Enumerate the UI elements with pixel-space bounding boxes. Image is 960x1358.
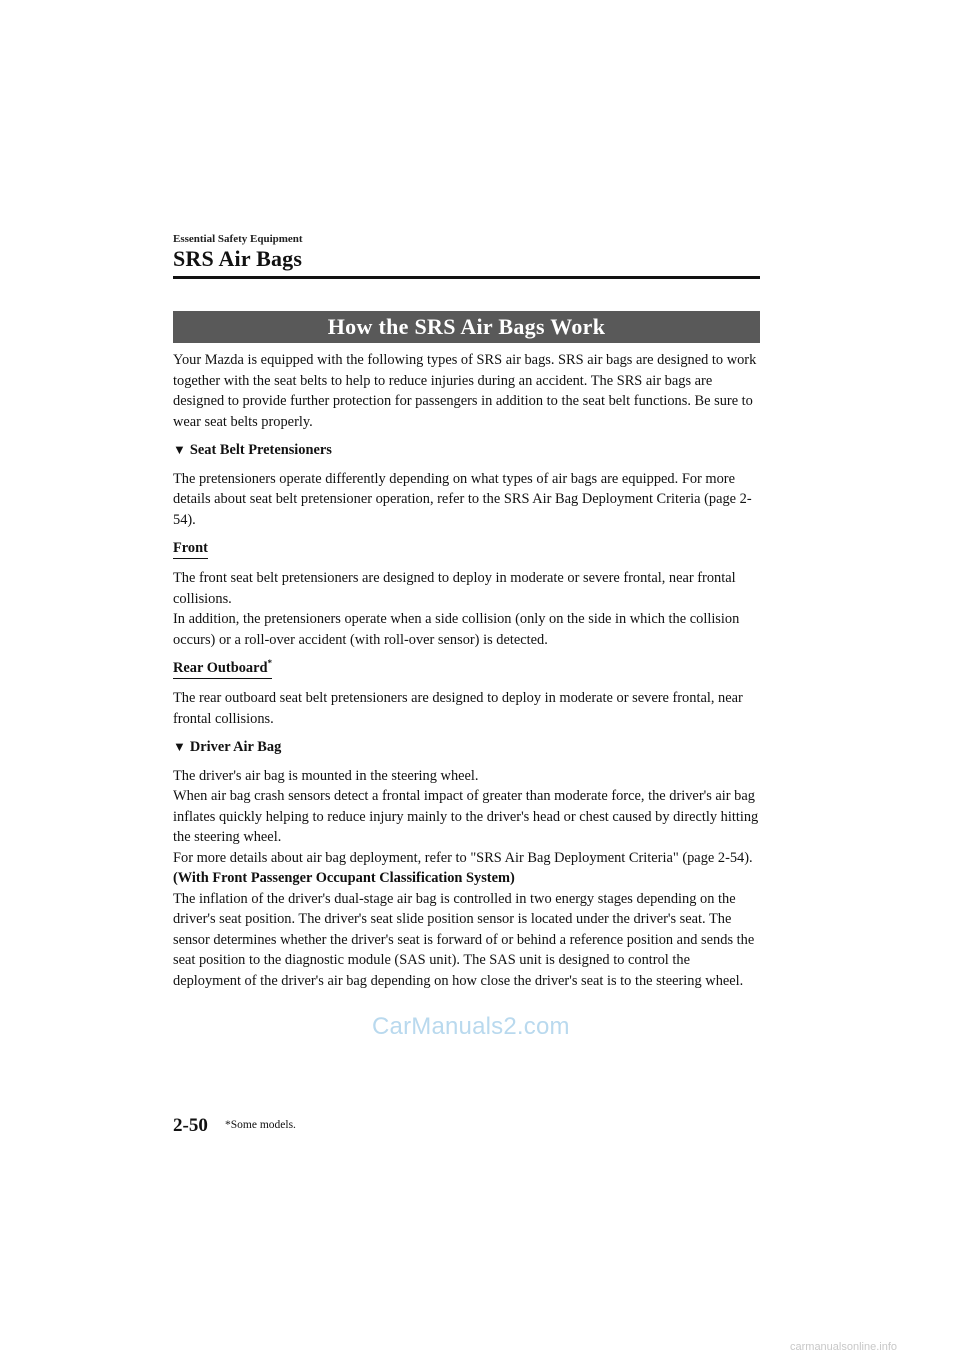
subheading-label: Driver Air Bag <box>189 739 282 755</box>
triangle-marker-icon: ▼ <box>173 739 186 754</box>
footnote: *Some models. <box>225 1119 296 1131</box>
driver-line-5: The inflation of the driver's dual-stage air bag is controlled in two energy stages depending on the driver's seat position. The driver's seat slide position sensor is located under the driver's seat. The sensor determines whether the driver's seat is forward of or behind a reference position and sends the seat position to the diagnostic module (SAS unit). The SAS unit is designed to control the deployment of the driver's air bag depending on how close the driver's seat is to the steering wheel. <box>173 890 755 989</box>
triangle-marker-icon: ▼ <box>173 442 186 457</box>
front-text-1: The front seat belt pretensioners are designed to deploy in moderate or severe frontal, near frontal collisions. <box>173 570 736 607</box>
page-title: SRS Air Bags <box>173 246 303 271</box>
front-paragraph <box>173 568 760 650</box>
section-banner: How the SRS Air Bags Work <box>173 311 760 343</box>
pretensioner-paragraph: The pretensioners operate differently depending on what types of air bags are equipped. For more details about seat belt pretensioner operation, refer to the SRS Air Bag Deployment Criteria (page 2-54). <box>173 470 752 528</box>
watermark: CarManuals2.com <box>372 1013 570 1040</box>
driver-line-2: When air bag crash sensors detect a frontal impact of greater than moderate force, the driver's air bag inflates quickly helping to reduce injury mainly to the driver's head or chest caused by directly hitting the steering wheel. <box>173 788 759 845</box>
driver-line-1: The driver's air bag is mounted in the steering wheel. <box>173 767 479 784</box>
some-models-mark: * <box>267 658 272 669</box>
rear-paragraph: The rear outboard seat belt pretensioners are designed to deploy in moderate or severe frontal, near frontal collisions. <box>173 690 743 727</box>
heading-rear-outboard <box>173 659 272 679</box>
driver-paragraph <box>173 766 760 992</box>
front-text-2: In addition, the pretensioners operate when a side collision (only on the side in which the collision occurs) or a roll-over accident (with roll-over sensor) is detected. <box>173 611 740 648</box>
header-divider <box>173 276 760 279</box>
subheading-label: Seat Belt Pretensioners <box>189 442 332 458</box>
driver-line-4: (With Front Passenger Occupant Classification System) <box>173 870 515 886</box>
subheading-seat-belt-pretensioners <box>173 440 760 461</box>
main-content <box>173 350 760 999</box>
page-number: 2-50 <box>173 1115 208 1136</box>
subheading-driver-air-bag <box>173 737 760 758</box>
footer-credit: carmanualsonline.info <box>790 1341 898 1353</box>
section-label: Essential Safety Equipment <box>173 233 303 245</box>
driver-line-3: For more details about air bag deployment, refer to "SRS Air Bag Deployment Criteria" (page 2-54). <box>173 849 753 866</box>
rear-heading-label: Rear Outboard <box>173 660 268 676</box>
heading-front: Front <box>173 539 208 559</box>
intro-paragraph: Your Mazda is equipped with the following types of SRS air bags. SRS air bags are designed to work together with the seat belts to help to reduce injuries during an accident. The SRS air bags are designed to provide further protection for passengers in addition to the seat belt functions. Be sure to wear seat belts properly. <box>173 352 757 430</box>
